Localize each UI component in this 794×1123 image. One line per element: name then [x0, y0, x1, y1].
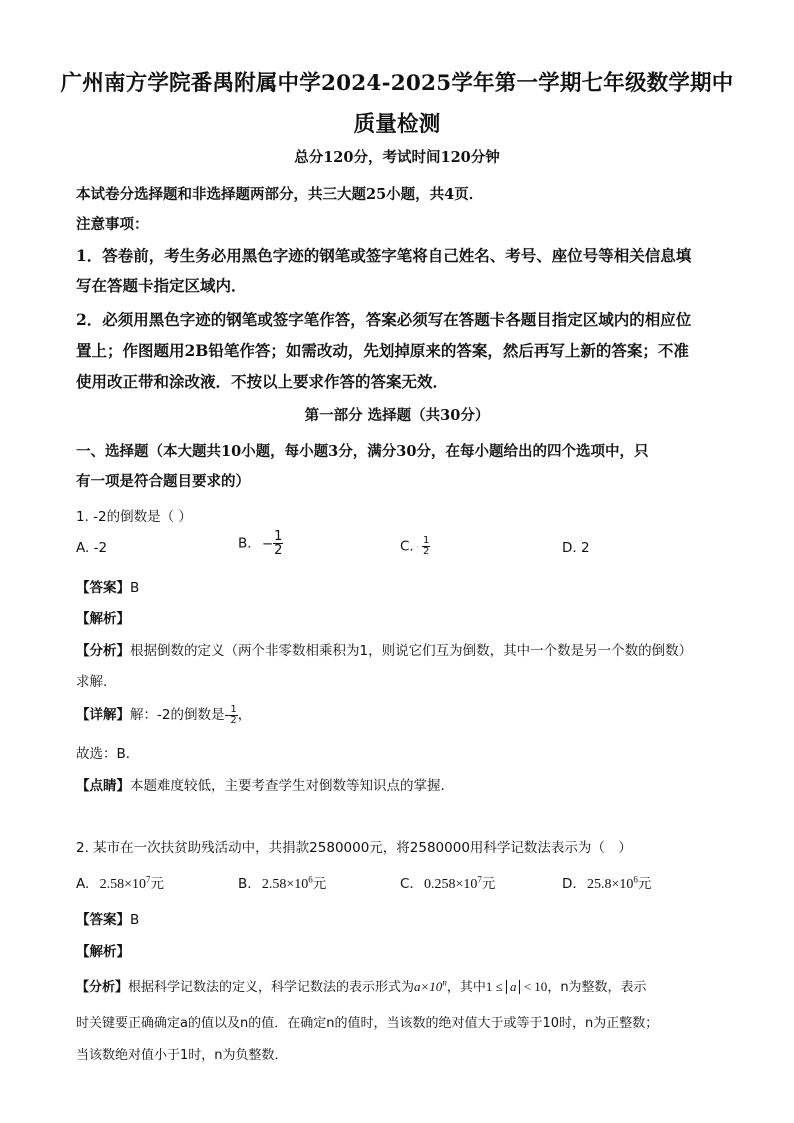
q2-answer-value: B — [130, 912, 140, 928]
q2-fenxi-text-c: ，n为整数，表示 — [547, 980, 647, 995]
exam-title-line2: 质量检测 — [353, 112, 441, 137]
notice-1-line1: 1．答卷前，考生务必用黑色字迹的钢笔或签字笔将自己姓名、考号、座位号等相关信息填 — [76, 246, 692, 265]
q2-answer-tag: 【答案】 — [76, 912, 130, 928]
q1-option-b-label: B. — [238, 535, 252, 552]
score-time-info: 总分120分，考试时间120分钟 — [294, 149, 500, 166]
q1-dianjing-text: 本题难度较低，主要考查学生对倒数等知识点的掌握. — [130, 778, 445, 794]
section1-heading-line2: 有一项是符合题目要求的） — [76, 473, 250, 490]
q2-fenxi-ineq-abs: a — [506, 980, 521, 994]
notice-2-line3: 使用改正带和涂改液．不按以上要求作答的答案无效． — [76, 372, 449, 391]
q1-option-b — [238, 530, 283, 557]
notice-title: 注意事项： — [76, 216, 149, 233]
exam-title-line1: 广州南方学院番禺附属中学2024-2025学年第一学期七年级数学期中 — [60, 71, 734, 96]
q1-option-c-denominator: 2 — [423, 546, 430, 557]
q2-analysis-tag: 【解析】 — [76, 944, 130, 960]
q1-option-c-fraction — [422, 536, 430, 557]
q1-option-b-denominator: 2 — [274, 543, 283, 558]
part1-heading: 第一部分 选择题（共30分） — [304, 407, 490, 424]
q1-fenxi-tag: 【分析】 — [76, 643, 130, 659]
q1-option-d: D. 2 — [562, 540, 590, 556]
q2-option-c-exp: 7 — [477, 874, 482, 885]
q1-detail-numerator: 1 — [230, 703, 237, 715]
q2-fenxi-text-a: 根据科学记数法的定义，科学记数法的表示形式为 — [128, 980, 415, 995]
notice-1-line2: 写在答题卡指定区域内． — [76, 276, 247, 295]
q1-fenxi-text1: 根据倒数的定义（两个非零数相乘积为1，则说它们互为倒数，其中一个数是另一个数的倒数） — [130, 643, 693, 659]
q2-fenxi-ineq-left: 1 ≤ — [485, 979, 506, 994]
q2-option-b-label: B. — [238, 876, 252, 892]
q2-fenxi-formula: a×10 — [414, 979, 443, 994]
q2-option-a-label: A. — [76, 876, 90, 892]
notice-2-line2: 置上；作图题用2B铅笔作答；如需改动，先划掉原来的答案，然后再写上新的答案；不准 — [76, 341, 689, 360]
q1-fenxi-line1 — [76, 639, 692, 659]
q1-fenxi-line2: 求解. — [76, 674, 108, 690]
q1-analysis-tag: 【解析】 — [76, 611, 130, 627]
q2-answer — [76, 908, 139, 928]
q2-option-a-exp: 7 — [146, 874, 151, 885]
q2-option-a-unit: 元 — [150, 876, 164, 892]
paper-overview: 本试卷分选择题和非选择题两部分，共三大题25小题，共4页． — [76, 186, 484, 203]
q2-option-b-unit: 元 — [312, 876, 327, 892]
q1-answer — [76, 576, 139, 596]
q1-detail-tag: 【详解】 — [76, 707, 130, 723]
q2-option-b-exp: 6 — [308, 874, 313, 885]
q1-answer-value: B — [130, 580, 140, 596]
q2-option-c-label: C. — [400, 876, 414, 892]
q2-option-a — [76, 872, 164, 893]
section1-heading-line1: 一、选择题（本大题共10小题，每小题3分，满分30分，在每小题给出的四个选项中，只 — [76, 443, 649, 460]
q2-fenxi-ineq-right: < 10 — [520, 979, 548, 994]
q1-option-b-numerator: 1 — [274, 529, 283, 544]
notice-2-line1: 2．必须用黑色字迹的钢笔或签字笔作答，答案必须写在答题卡各题目指定区域内的相应位 — [76, 310, 692, 329]
q1-option-a: A. -2 — [76, 540, 108, 556]
q1-option-b-fraction — [273, 530, 283, 557]
q1-detail-suffix: ， — [237, 707, 252, 723]
q1-detail — [76, 703, 251, 726]
q2-fenxi-line2: 时关键要正确确定a的值以及n的值．在确定n的值时，当该数的绝对值大于或等于10时，n为正整数； — [76, 1016, 659, 1031]
q1-answer-tag: 【答案】 — [76, 580, 130, 596]
q2-fenxi-formula-exp: n — [442, 977, 447, 988]
q2-option-c-base: 0.258×10 — [424, 877, 478, 892]
q2-fenxi-line3: 当该数绝对值小于1时，n为负整数． — [76, 1048, 288, 1063]
q2-option-d-unit: 元 — [637, 876, 652, 892]
q2-option-d-exp: 6 — [633, 874, 638, 885]
q1-detail-denominator: 2 — [230, 714, 237, 726]
q2-option-c — [400, 872, 495, 893]
q1-choose: 故选：B． — [76, 746, 140, 762]
q2-option-b-base: 2.58×10 — [261, 877, 309, 892]
q1-dianjing — [76, 774, 445, 794]
q2-option-b — [238, 872, 326, 893]
q1-option-c — [400, 536, 430, 557]
q2-fenxi-line1 — [76, 976, 647, 995]
q2-stem: 2. 某市在一次扶贫助残活动中，共捐款2580000元，将2580000用科学记数法表示为（ ） — [76, 840, 632, 856]
q2-fenxi-text-b: ，其中 — [446, 980, 486, 995]
q1-detail-text: 解：-2的倒数是- — [130, 707, 230, 723]
q1-option-c-label: C. — [400, 538, 414, 555]
q2-option-a-base: 2.58×10 — [99, 877, 146, 892]
q1-option-c-numerator: 1 — [423, 535, 430, 546]
q2-fenxi-tag: 【分析】 — [76, 980, 129, 995]
q2-option-c-unit: 元 — [481, 876, 496, 892]
q2-option-d — [562, 872, 651, 893]
q1-detail-fraction — [229, 705, 237, 726]
q2-option-d-label: D. — [562, 876, 577, 892]
q1-dianjing-tag: 【点睛】 — [76, 778, 130, 794]
q1-option-b-sign: − — [261, 535, 274, 552]
q2-option-d-base: 25.8×10 — [586, 877, 634, 892]
q1-stem: 1. -2的倒数是（ ） — [76, 509, 192, 525]
